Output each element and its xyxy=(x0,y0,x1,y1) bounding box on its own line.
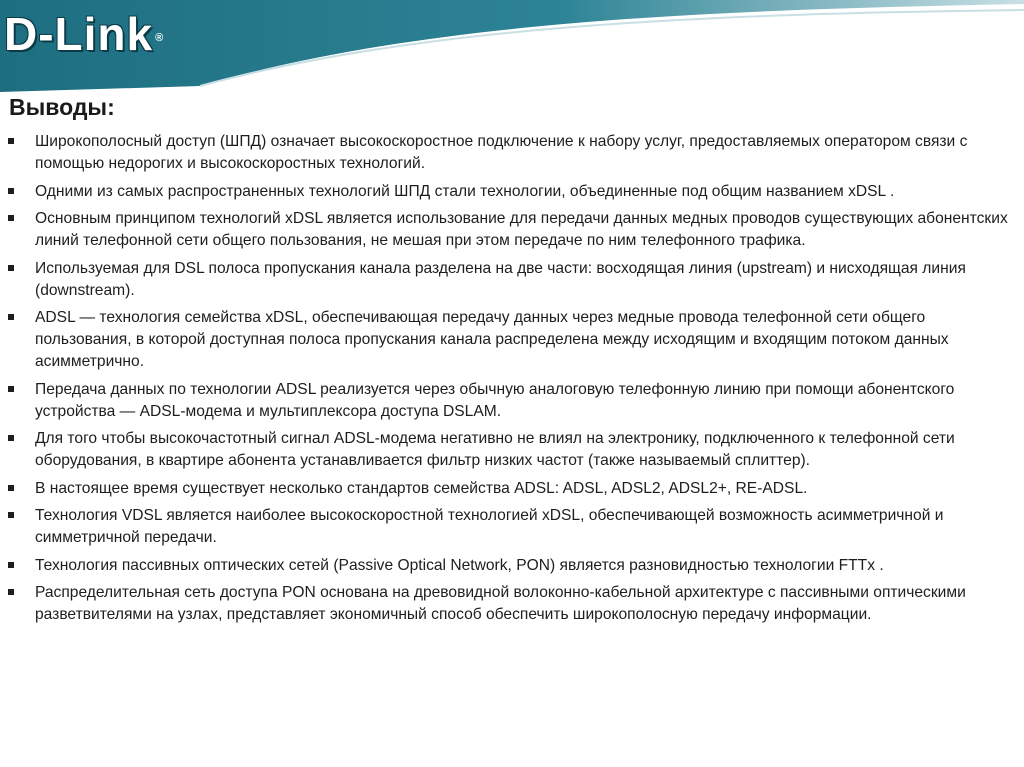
logo-text: D-Link xyxy=(4,8,154,60)
bullet-item xyxy=(8,428,1013,472)
bullet-text: Основным принципом технологий xDSL является использование для передачи данных медных проводов существующих абонентских линий телефонной сети общего пользования, не мешая при этом передаче по ним телефонного трафика. xyxy=(35,210,1008,249)
bullet-item xyxy=(8,181,1013,203)
slide-title: Выводы: xyxy=(9,94,115,120)
bullet-item xyxy=(8,505,1013,549)
bullet-text: ADSL — технология семейства xDSL, обеспечивающая передачу данных через медные провода телефонной сети общего пользования, в которой доступная полоса пропускания канала распределена между исходящим и входящим потоком данных асимметрично. xyxy=(35,309,949,370)
bullet-text: Широкополосный доступ (ШПД) означает высокоскоростное подключение к набору услуг, предоставляемых оператором связи с помощью недорогих и высокоскоростных технологий. xyxy=(35,133,968,172)
bullet-item xyxy=(8,307,1013,373)
bullet-item xyxy=(8,258,1013,302)
bullet-text: Передача данных по технологии ADSL реализуется через обычную аналоговую телефонную линию при помощи абонентского устройства — ADSL-модема и мультиплексора доступа DSLAM. xyxy=(35,380,955,420)
bullet-square-icon xyxy=(8,589,14,595)
bullet-item xyxy=(8,131,1013,175)
bullet-square-icon xyxy=(8,562,14,568)
bullet-text: Для того чтобы высокочастотный сигнал ADSL-модема негативно не влиял на электронику, подключенного к телефонной сети оборудования, в квартире абонента устанавливается фильтр низких частот (также называемый сплиттер). xyxy=(35,430,955,469)
bullet-square-icon xyxy=(8,265,14,271)
registered-mark: ® xyxy=(155,32,165,44)
bullet-square-icon xyxy=(8,512,14,518)
bullet-item xyxy=(8,555,1013,577)
bullet-item xyxy=(8,208,1013,252)
bullet-square-icon xyxy=(8,138,14,144)
bullet-text: В настоящее время существует несколько стандартов семейства ADSL: ADSL, ADSL2, ADSL2+, RE-ADSL. xyxy=(35,479,808,497)
bullet-square-icon xyxy=(8,386,14,392)
bullet-square-icon xyxy=(8,435,14,441)
bullet-list xyxy=(8,131,1013,632)
bullet-text: Используемая для DSL полоса пропускания канала разделена на две части: восходящая линия (upstream) и нисходящая линия (downstream). xyxy=(35,259,966,299)
bullet-square-icon xyxy=(8,215,14,221)
bullet-item xyxy=(8,582,1013,626)
header-banner xyxy=(0,0,1024,100)
bullet-square-icon xyxy=(8,485,14,491)
bullet-item xyxy=(8,379,1013,423)
bullet-text: Распределительная сеть доступа PON основана на древовидной волоконно-кабельной архитектуре с пассивными оптическими разветвителями на узлах, представляет экономичный способ обеспечить широкополосную передачу информации. xyxy=(35,584,966,623)
bullet-square-icon xyxy=(8,314,14,320)
bullet-square-icon xyxy=(8,188,14,194)
dlink-logo xyxy=(4,6,164,62)
bullet-text: Одними из самых распространенных технологий ШПД стали технологии, объединенные под общим названием xDSL . xyxy=(35,182,895,200)
bullet-text: Технология пассивных оптических сетей (Passive Optical Network, PON) является разновидностью технологии FTTx . xyxy=(35,556,884,574)
bullet-item xyxy=(8,478,1013,500)
bullet-text: Технология VDSL является наиболее высокоскоростной технологией xDSL, обеспечивающей возможность асимметричной и симметричной передачи. xyxy=(35,507,944,546)
